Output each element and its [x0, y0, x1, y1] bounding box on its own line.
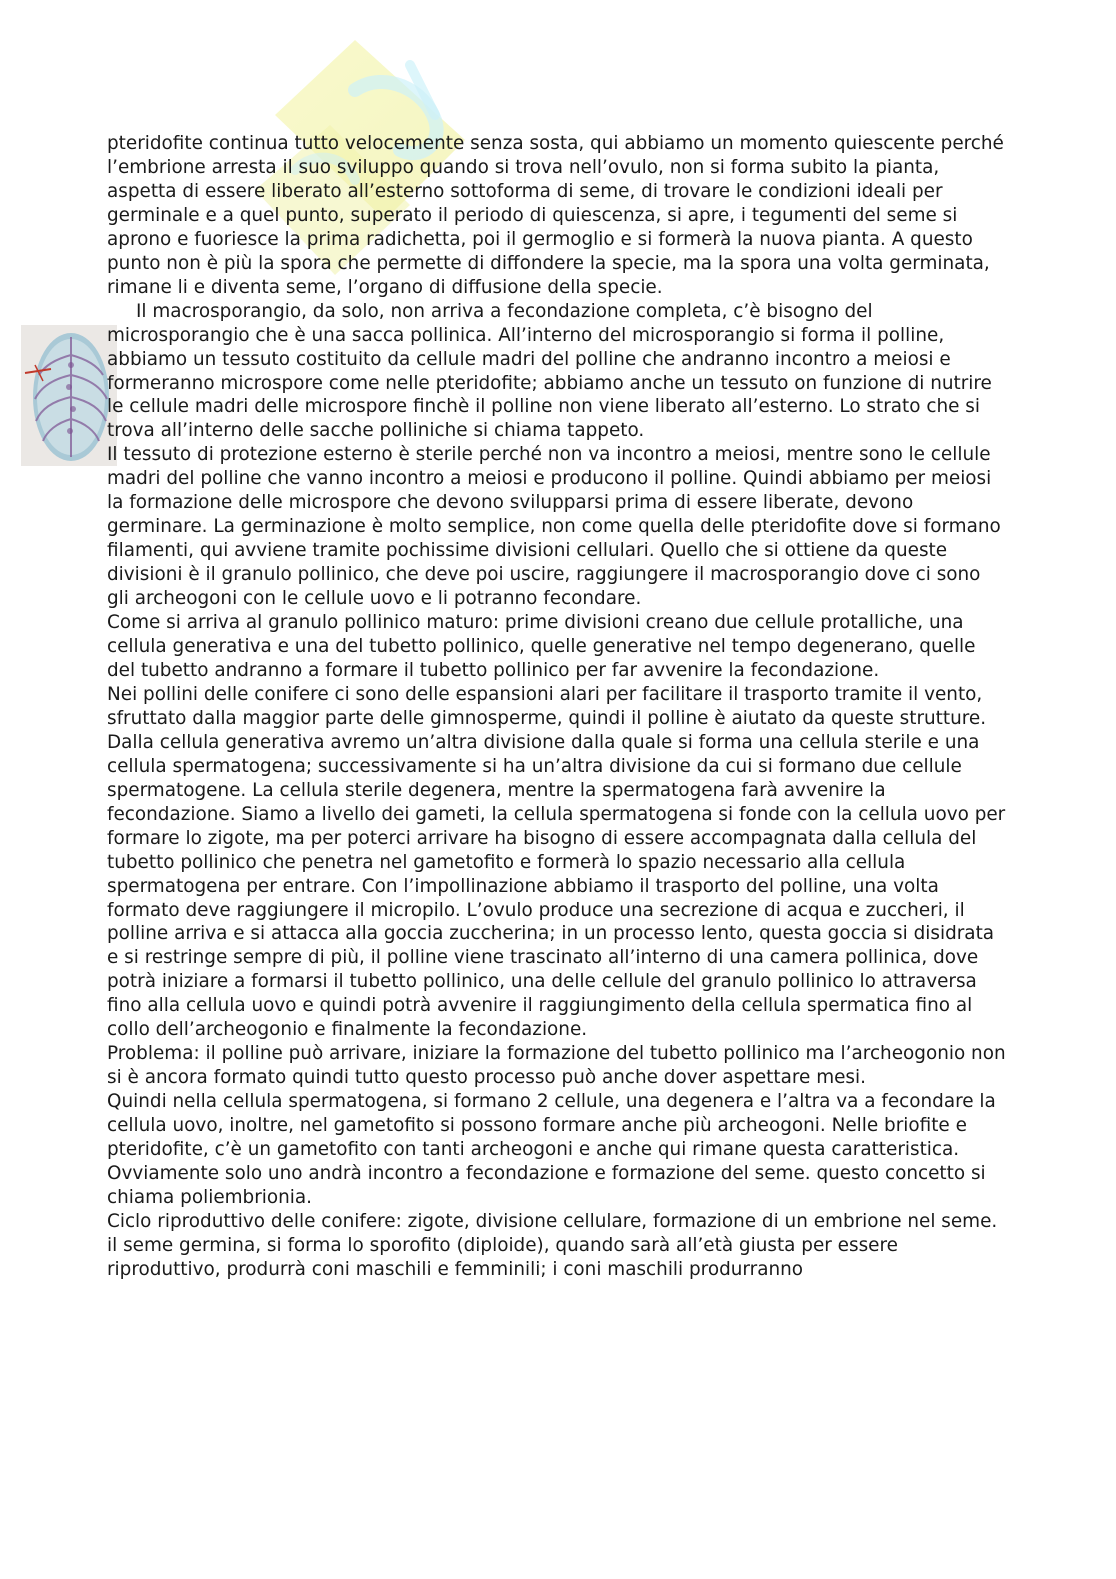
paragraph-4: Come si arriva al granulo pollinico maturo: prime divisioni creano due cellule protalliche, una cellula generativa e una del tubetto pollinico, quelle generative nel tempo degenerano, quelle del tubetto andranno a formare il tubetto pollinico per far avvenire la fecondazione.	[107, 612, 976, 681]
paragraph-8: Ciclo riproduttivo delle conifere: zigote, divisione cellulare, formazione di un embrione nel seme. il seme germina, si forma lo sporofito (diploide), quando sarà all’età giusta per essere riproduttivo, produrrà coni maschili e femminili; i coni maschili produrranno	[107, 1210, 998, 1280]
paragraph-5: Nei pollini delle conifere ci sono delle espansioni alari per facilitare il trasporto tramite il vento, sfruttato dalla maggior parte delle gimnosperme, quindi il polline è aiutato da queste strutture. Dalla cellula generativa avremo un’altra divisione dalla quale si forma una cellula sterile e una cellula spermatogena; successivamente si ha un’altra divisione da cui si formano due cellule spermatogene. La cellula sterile degenera, mentre la spermatogena farà avvenire la fecondazione. Siamo a livello dei gameti, la cellula spermatogena si fonde con la cellula uovo per formare lo zigote, ma per poterci arrivare ha bisogno di essere accompagnata dalla cellula del tubetto pollinico che penetra nel gametofito e formerà lo spazio necessario alla cellula spermatogena per entrare. Con l’impollinazione abbiamo il trasporto del polline, una volta formato deve raggiungere il micropilo. L’ovulo produce una secrezione di acqua e zuccheri, il polline arriva e si attacca alla goccia zuccherina; in un processo lento, questa goccia si disidrata e si restringe sempre di più, il polline viene trascinato all’interno di una camera pollinica, dove potrà iniziare a formarsi il tubetto pollinico, una delle cellule del granulo pollinico lo attraversa fino alla cellula uovo e quindi potrà avvenire il raggiungimento della cellula spermatica fino al collo dell’archeogonio e finalmente la fecondazione.	[107, 683, 1006, 1041]
paragraph-7: Quindi nella cellula spermatogena, si formano 2 cellule, una degenera e l’altra va a fecondare la cellula uovo, inoltre, nel gametofito si possono formare anche più archeogoni. Nelle briofite e pteridofite, c’è un gametofito con tanti archeogoni e anche qui rimane questa caratteristica. Ovviamente solo uno andrà incontro a fecondazione e formazione del seme. questo concetto si chiama poliembrionia.	[107, 1091, 996, 1208]
pinecone-section-micrograph-icon	[21, 325, 117, 466]
paragraph-2: Il macrosporangio, da solo, non arriva a fecondazione completa, c’è bisogno del microsporangio che è una sacca pollinica. All’interno del microsporangio si forma il polline, abbiamo un tessuto costituito da cellule madri del polline che andranno incontro a meiosi e formeranno microspore come nelle pteridofite; abbiamo anche un tessuto on funzione di nutrire le cellule madri delle microspore finchè il polline non viene liberato all’esterno. Lo strato che si trova all’interno delle sacche polliniche si chiama tappeto.	[107, 300, 992, 442]
body-text	[107, 132, 1007, 1282]
paragraph-6: Problema: il polline può arrivare, iniziare la formazione del tubetto pollinico ma l’archeogonio non si è ancora formato quindi tutto questo processo può anche dover aspettare mesi.	[107, 1043, 1006, 1089]
paragraph-3: Il tessuto di protezione esterno è sterile perché non va incontro a meiosi, mentre sono le cellule madri del polline che vanno incontro a meiosi e producono il polline. Quindi abbiamo per meiosi la formazione delle microspore che devono svilupparsi prima di essere liberate, devono germinare. La germinazione è molto semplice, non come quella delle pteridofite dove si formano filamenti, qui avviene tramite pochissime divisioni cellulari. Quello che si ottiene da queste divisioni è il granulo pollinico, che deve poi uscire, raggiungere il macrosporangio dove ci sono gli archeogoni con le cellule uovo e li potranno fecondare.	[107, 444, 1001, 610]
paragraph-1: pteridofite continua tutto velocemente senza sosta, qui abbiamo un momento quiescente perché l’embrione arresta il suo sviluppo quando si trova nell’ovulo, non si forma subito la pianta, aspetta di essere liberato all’esterno sottoforma di seme, di trovare le condizioni ideali per germinale e a quel punto, superato il periodo di quiescenza, si apre, i tegumenti del seme si aprono e fuoriesce la prima radichetta, poi il germoglio e si formerà la nuova pianta. A questo punto non è più la spora che permette di diffondere la specie, ma la spora una volta germinata, rimane li e diventa seme, l’organo di diffusione della specie.	[107, 133, 1004, 298]
